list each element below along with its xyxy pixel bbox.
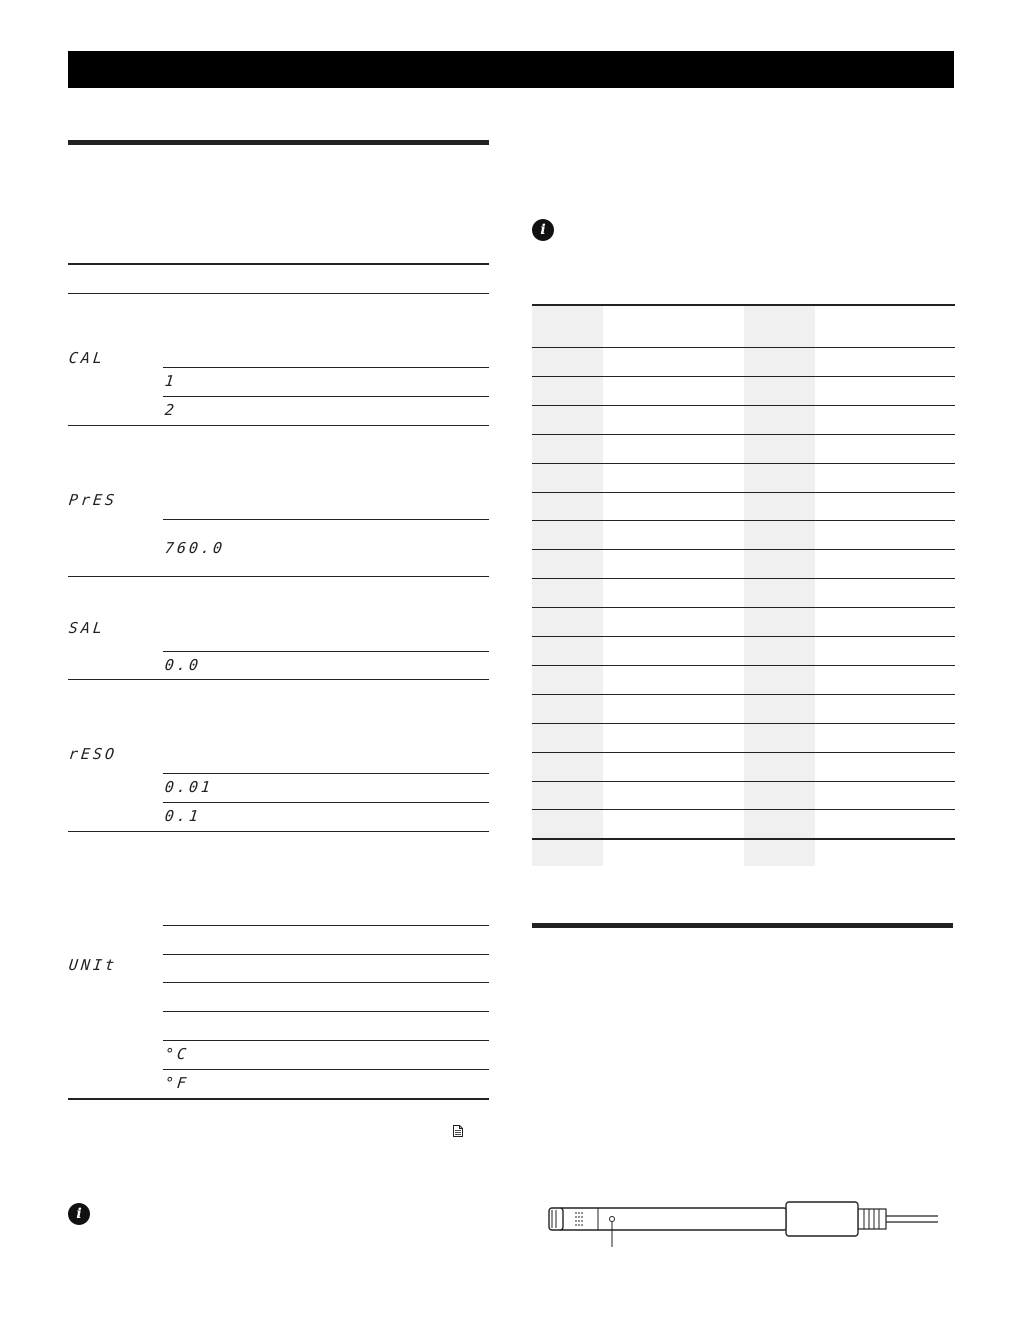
row-rule	[163, 773, 489, 774]
table-row-rule	[532, 809, 955, 810]
code-sal: SAL	[68, 619, 106, 637]
table-row-rule	[532, 694, 955, 695]
code-unit: UNIt	[68, 956, 119, 974]
table-row-rule	[532, 607, 955, 608]
group-rule	[68, 831, 489, 832]
value-cal-1: 1	[164, 372, 178, 390]
row-rule	[163, 925, 489, 926]
table-header-rule	[68, 293, 489, 294]
value-pres-default: 760.0	[164, 539, 227, 557]
row-rule	[163, 1069, 489, 1070]
table-row-rule	[532, 376, 955, 377]
value-sal-default: 0.0	[164, 656, 202, 674]
value-cal-2: 2	[164, 401, 178, 419]
section-rule-left	[68, 140, 489, 145]
row-rule	[163, 519, 489, 520]
table-row-rule	[532, 347, 955, 348]
probe-illustration	[546, 1195, 938, 1250]
table-row-rule	[532, 492, 955, 493]
row-rule	[163, 1011, 489, 1012]
row-rule	[163, 982, 489, 983]
table-row-rule	[532, 665, 955, 666]
row-rule	[163, 396, 489, 397]
table-row-rule	[532, 723, 955, 724]
group-rule	[68, 679, 489, 680]
code-cal: CAL	[68, 349, 106, 367]
header-bar	[68, 51, 954, 88]
value-reso-1: 0.01	[164, 778, 215, 796]
group-rule	[68, 425, 489, 426]
row-rule	[163, 651, 489, 652]
table-row-rule	[532, 578, 955, 579]
row-rule	[163, 1040, 489, 1041]
table-shade-column	[532, 306, 603, 866]
table-row-rule	[532, 752, 955, 753]
table-bottom-rule	[68, 1098, 489, 1100]
table-top-rule	[68, 263, 489, 265]
table-bottom-rule	[532, 838, 955, 840]
table-row-rule	[532, 463, 955, 464]
section-rule-right	[532, 923, 953, 928]
table-shade-column	[744, 306, 815, 866]
info-icon: i	[68, 1203, 90, 1225]
table-top-rule	[532, 304, 955, 306]
table-row-rule	[532, 405, 955, 406]
document-icon	[453, 1125, 463, 1137]
table-row-rule	[532, 781, 955, 782]
group-rule	[68, 576, 489, 577]
table-row-rule	[532, 549, 955, 550]
value-unit-celsius: °C	[164, 1045, 190, 1063]
row-rule	[163, 802, 489, 803]
table-row-rule	[532, 434, 955, 435]
info-icon: i	[532, 219, 554, 241]
row-rule	[163, 367, 489, 368]
code-reso: rESO	[68, 745, 119, 763]
table-row-rule	[532, 520, 955, 521]
value-unit-fahrenheit: °F	[164, 1074, 190, 1092]
row-rule	[163, 954, 489, 955]
value-reso-2: 0.1	[164, 807, 202, 825]
code-pres: PrES	[68, 491, 119, 509]
table-row-rule	[532, 636, 955, 637]
